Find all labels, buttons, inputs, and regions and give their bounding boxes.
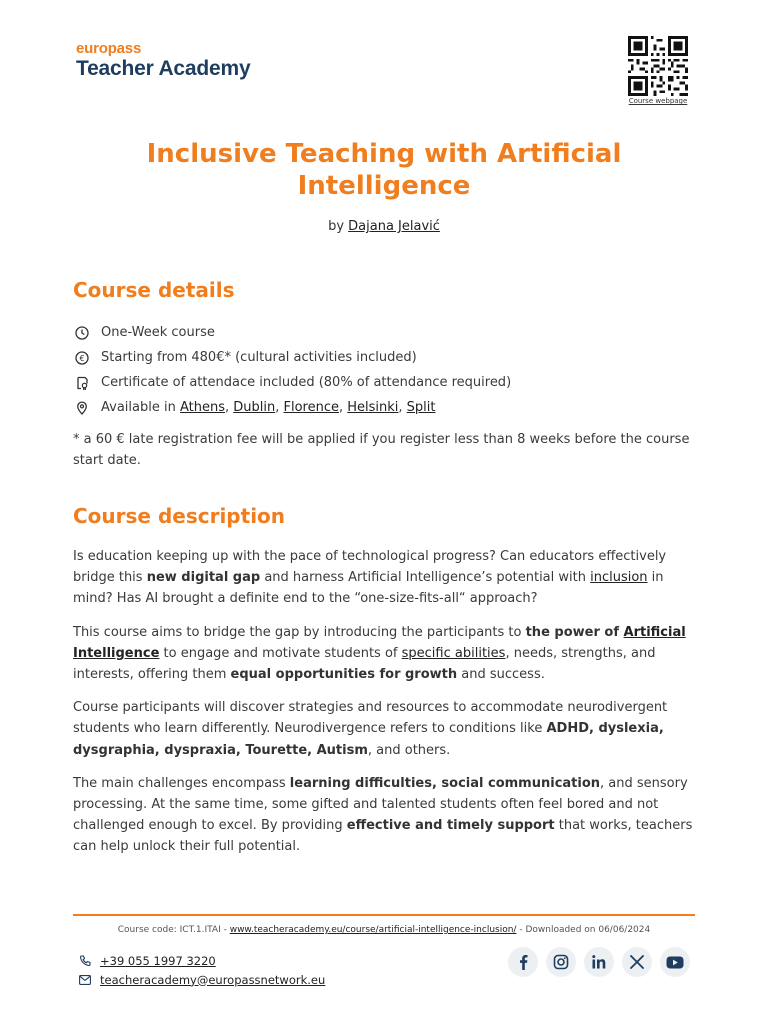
course-description-body	[73, 546, 698, 870]
contact-phone-row	[78, 951, 325, 970]
location-pin-icon	[73, 399, 91, 417]
detail-duration-text: One-Week course	[101, 325, 215, 340]
city-link-split[interactable]: Split	[406, 400, 436, 415]
byline-prefix: by	[328, 219, 345, 234]
phone-icon	[78, 954, 92, 968]
city-link-athens[interactable]: Athens	[179, 400, 225, 415]
city-link-florence[interactable]: Florence	[283, 400, 339, 415]
linkedin-icon[interactable]	[584, 947, 614, 977]
youtube-icon[interactable]	[660, 947, 690, 977]
footer-course-code: Course code: ICT.1.ITAI - www.teacheracademy.eu/course/artificial-intelligence-inclusion/ - Downloaded on 06/06/2024	[117, 925, 651, 935]
footer-contact	[78, 951, 325, 989]
description-paragraph-1: Is education keeping up with the pace of technological progress? Can educators effectively bridge this new digital gap and harness Artificial Intelligence’s potential with inclusion in mind? Has AI brought a definite end to the “one-size-fits-all“ approach?	[73, 549, 667, 607]
detail-duration	[73, 320, 713, 345]
description-paragraph-4: The main challenges encompass learning difficulties, social communication, and sensory processing. At the same time, some gifted and talented students often feel bored and not challenged enough to excel. By providing effective and timely support that works, teachers can help unlock their full potential.	[73, 775, 693, 855]
late-fee-note: * a 60 € late registration fee will be applied if you register less than 8 weeks before the course start date.	[73, 432, 690, 468]
phone-link[interactable]: +39 055 1997 3220	[100, 953, 216, 968]
detail-price-text: Starting from 480€* (cultural activities included)	[101, 350, 417, 365]
contact-email-row	[78, 970, 325, 989]
byline	[0, 219, 768, 234]
svg-text:€: €	[79, 353, 85, 363]
description-paragraph-3: Course participants will discover strategies and resources to accommodate neurodivergent students who learn differently. Neurodivergence refers to conditions like ADHD, dyslexia, dysgraphia, dyspraxia, Tourette, Autism, and others.	[73, 700, 668, 758]
course-title: Inclusive Teaching with Artificial Intelligence	[146, 139, 622, 201]
artificial-intelligence-link[interactable]: Artificial Intelligence	[73, 624, 686, 661]
social-links	[508, 947, 698, 977]
x-icon[interactable]	[622, 947, 652, 977]
detail-locations-text: Available in Athens, Dublin, Florence, Helsinki, Split	[101, 400, 436, 415]
available-in-label: Available in	[101, 400, 176, 415]
mail-icon	[78, 973, 92, 987]
brand-logo[interactable]	[76, 40, 250, 81]
instagram-icon[interactable]	[546, 947, 576, 977]
course-details-heading: Course details	[73, 278, 235, 302]
inclusion-link[interactable]: inclusion	[590, 570, 648, 586]
course-webpage-link[interactable]: Course webpage	[628, 97, 688, 105]
qr-code-icon	[628, 36, 688, 96]
course-details-list	[73, 320, 713, 420]
detail-locations	[73, 395, 713, 420]
email-link[interactable]: teacheracademy@europassnetwork.eu	[100, 972, 326, 987]
city-link-helsinki[interactable]: Helsinki	[347, 400, 399, 415]
footer-divider	[73, 914, 695, 916]
certificate-icon	[73, 374, 91, 392]
clock-icon	[73, 324, 91, 342]
detail-price	[73, 345, 713, 370]
brand-line-teacher-academy: Teacher Academy	[76, 57, 251, 80]
course-description-heading: Course description	[73, 504, 286, 528]
detail-certificate-text: Certificate of attendace included (80% of attendance required)	[101, 375, 512, 390]
facebook-icon[interactable]	[508, 947, 538, 977]
course-url-link[interactable]: www.teacheracademy.eu/course/artificial-intelligence-inclusion/	[229, 925, 517, 935]
qr-code-block[interactable]	[624, 36, 692, 105]
description-paragraph-2: This course aims to bridge the gap by introducing the participants to the power of Artificial Intelligence to engage and motivate students of specific abilities, needs, strengths, and interests, offering them equal opportunities for growth and success.	[73, 624, 686, 683]
detail-certificate	[73, 370, 713, 395]
brand-line-europass: europass	[76, 40, 142, 57]
author-link[interactable]: Dajana Jelavić	[348, 219, 440, 234]
specific-abilities-link[interactable]: specific abilities	[401, 645, 506, 661]
euro-icon	[73, 349, 91, 367]
city-link-dublin[interactable]: Dublin	[233, 400, 276, 415]
